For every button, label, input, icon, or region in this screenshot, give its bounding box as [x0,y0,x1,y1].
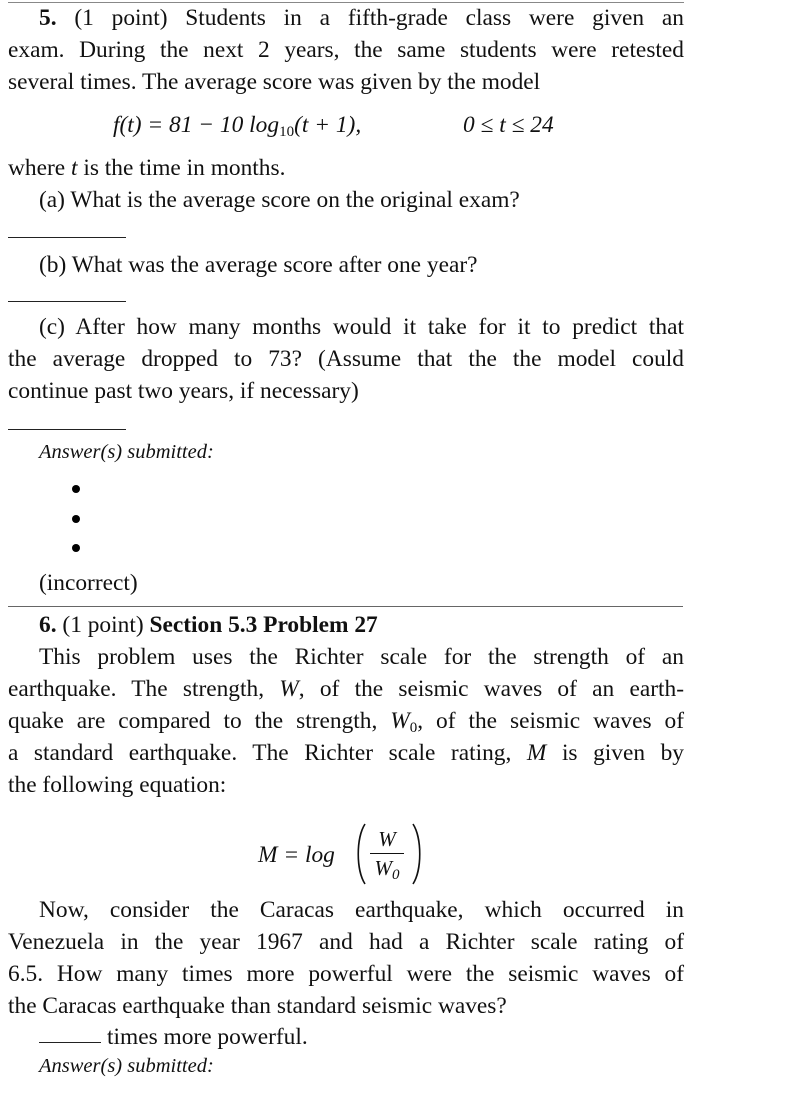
problem-5-intro-line-1: 5. (1 point) Students in a fifth-grade class were given an [39,5,684,31]
problem-6-section-title: Section 5.3 Problem 27 [149,612,378,638]
result-status: (incorrect) [39,570,138,596]
model-domain: 0 ≤ t ≤ 24 [463,112,554,138]
problem-6-answer-blank[interactable] [39,1042,101,1043]
problem-5-intro-line-2: exam. During the next 2 years, the same students were retested [8,37,684,63]
problem-5-points: (1 point) [74,5,168,31]
answers-submitted-label-6: Answer(s) submitted: [39,1055,214,1077]
problem-5-intro-line-3: several times. The average score was given by the model [8,69,541,95]
where-statement: where t is the time in months. [8,155,286,181]
right-paren-icon [410,822,424,886]
answers-submitted-label-5: Answer(s) submitted: [39,441,214,463]
problem-6-heading [8,609,684,641]
problem-6-intro: 6. (1 point) Section 5.3 Problem 27 This problem uses the Richter scale for the strength of an earthquake. The strength, W, of the seismic waves of an earth- quake are compared to the strength, $W_0$, of the seismic waves of a standard earthquake. The Richter scale rating, M is given by the following equation: [8,609,684,801]
problem-6-question: Now, consider the Caracas earthquake, which occurred in Venezuela in the year 1967 and had a Richter scale rating of 6.5. How many times more powerful were the seismic waves of the Caracas earthquake than standard seismic waves? [8,897,684,1019]
submitted-answer-bullet [72,515,80,523]
left-paren-icon [354,822,368,886]
problem-5-number: 5. [39,5,57,31]
problem-6-answer-row: times more powerful. [39,1021,539,1053]
part-a-question: (a) What is the average score on the original exam? [39,187,520,213]
richter-fraction: W $W_0$ [370,826,404,881]
part-c-question: (c) After how many months would it take for it to predict that the average dropped to 73? (Assume that the the model could continue past two years, if necessary) [8,314,684,404]
problem-divider [8,606,683,607]
part-a-answer-blank[interactable] [8,237,126,238]
part-c-answer-blank[interactable] [8,429,126,430]
homework-page: 5. (1 point) Students in a fifth-grade class were given an exam. During the next 2 years, the same students were retested several times. The average score was given by the model f(t) = 81 − 10 $\log_{10}(t + 1)$, 0 ≤ t ≤ 24 where t is the time in months. (a) What is the average score on the original exam? (b) What was the average score after one year? (c) After how many months would it take for it to predict that the average dropped to 73? (Assume that the the model could continue past two years, if necessary) Answer(s) submitted: (incorrect) 6. (1 point) Section 5.3 Problem 27 This problem uses the Richter scale for the strength of an earthquake. The strength, W, of the seismic waves of an earth- quake are compared to the strength, $W_0$, of the seismic waves of a standard earthquake. The Richter scale rating, M is given by the following equation: M = log W $W_0$ Now, consider the Caracas earthquake, which occurred in Venezuela in the year 1967 and had a Richter scale rating of 6.5. How many times more powerful were the seismic waves of the Caracas earthquake than standard seismic waves? times more powerful. Answer(s) submitted: [0,0,793,1093]
problem-6-number: 6. [39,612,57,638]
submitted-answer-bullet [72,544,80,552]
submitted-answer-bullet [72,485,80,493]
part-b-answer-blank[interactable] [8,301,126,302]
problem-6-points: (1 point) [62,612,144,638]
part-b-question: (b) What was the average score after one year? [39,252,478,278]
problem-5-intro [8,2,684,98]
model-equation: f(t) = 81 − 10 $\log_{10}(t + 1)$, [113,112,362,140]
